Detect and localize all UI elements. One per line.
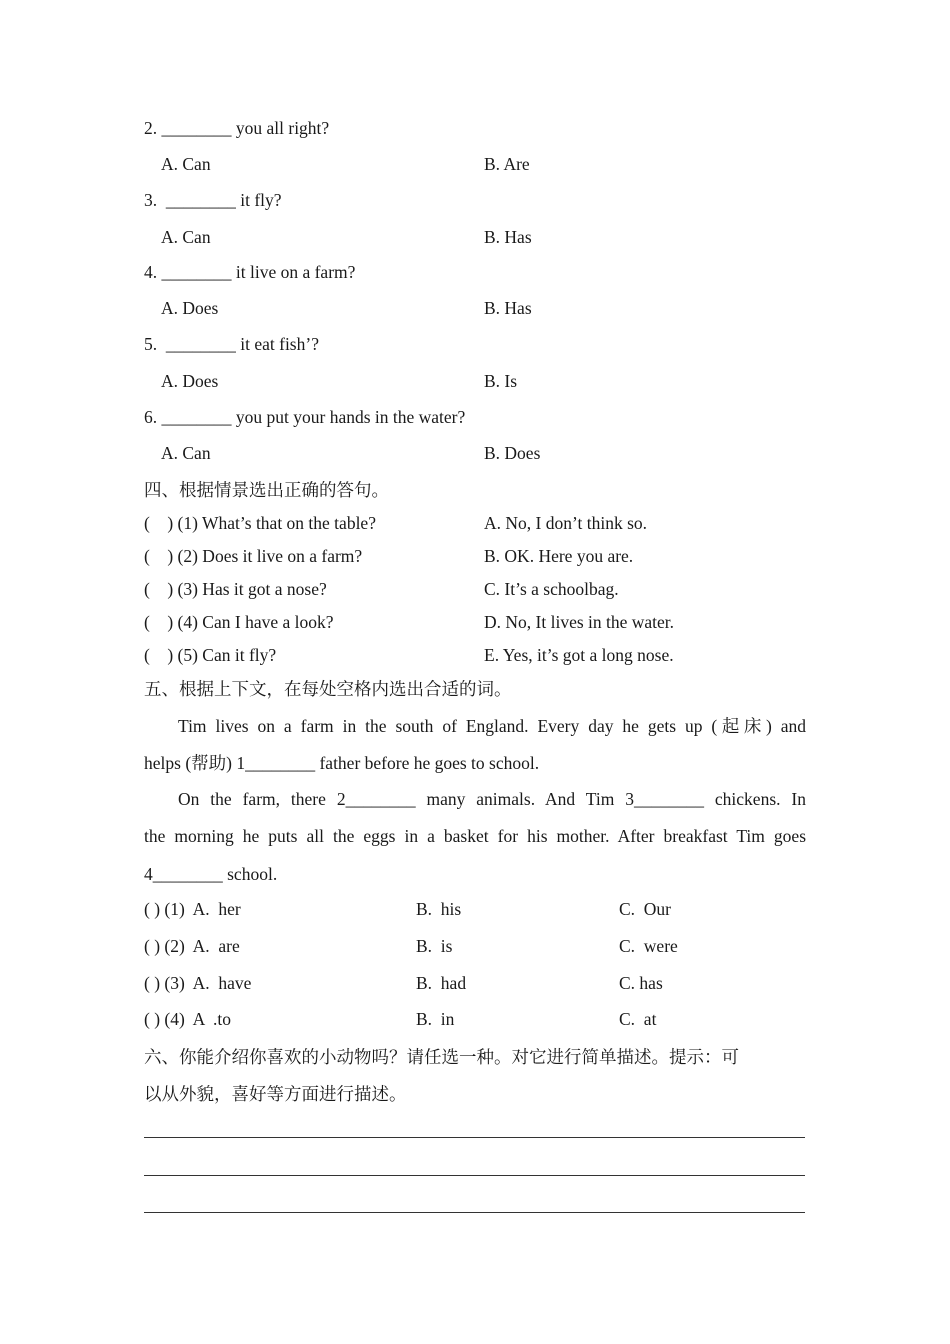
question-5-stem: 5. ________ it eat fish’? bbox=[144, 334, 319, 354]
section-6-prompt-line-2: 以从外貌，喜好等方面进行描述。 bbox=[144, 1084, 407, 1104]
passage-line-1: Tim lives on a farm in the south of England. Every day he gets up (起床) and bbox=[178, 716, 806, 736]
match-question-4: ( ) (4) Can I have a look? bbox=[144, 612, 334, 632]
match-answer-c: C. It’s a schoolbag. bbox=[484, 579, 619, 599]
question-3-option-b: B. Has bbox=[484, 227, 532, 247]
passage-line-5: 4________ school. bbox=[144, 864, 278, 884]
cloze-item-1-option-b: B. his bbox=[416, 899, 462, 919]
cloze-item-4-option-b: B. in bbox=[416, 1009, 455, 1029]
passage-line-2: helps (帮助) 1________ father before he goes to school. bbox=[144, 753, 540, 773]
question-6-option-b: B. Does bbox=[484, 443, 541, 463]
match-answer-a: A. No, I don’t think so. bbox=[484, 513, 648, 533]
question-3-option-a: A. Can bbox=[161, 227, 211, 247]
match-question-2: ( ) (2) Does it live on a farm? bbox=[144, 546, 363, 566]
writing-line-3[interactable] bbox=[144, 1212, 805, 1213]
match-answer-b: B. OK. Here you are. bbox=[484, 546, 634, 566]
question-4-option-a: A. Does bbox=[161, 298, 219, 318]
section-4-title: 四、根据情景选出正确的答句。 bbox=[144, 480, 389, 500]
cloze-item-3-option-b: B. had bbox=[416, 973, 467, 993]
section-5-title: 五、根据上下文，在每处空格内选出合适的词。 bbox=[144, 679, 512, 699]
passage-line-4: the morning he puts all the eggs in a basket for his mother. After breakfast Tim goes bbox=[144, 826, 806, 846]
match-question-3: ( ) (3) Has it got a nose? bbox=[144, 579, 327, 599]
match-question-5: ( ) (5) Can it fly? bbox=[144, 645, 277, 665]
cloze-item-4-option-a: ( ) (4) A .to bbox=[144, 1009, 232, 1029]
cloze-item-3-option-a: ( ) (3) A. have bbox=[144, 973, 252, 993]
passage-line-3: On the farm, there 2________ many animals. And Tim 3________ chickens. In bbox=[178, 789, 806, 809]
question-2-option-a: A. Can bbox=[161, 154, 211, 174]
match-question-1: ( ) (1) What’s that on the table? bbox=[144, 513, 376, 533]
cloze-item-2-option-a: ( ) (2) A. are bbox=[144, 936, 240, 956]
writing-line-1[interactable] bbox=[144, 1137, 805, 1138]
question-5-option-a: A. Does bbox=[161, 371, 219, 391]
question-6-stem: 6. ________ you put your hands in the water? bbox=[144, 407, 466, 427]
question-4-stem: 4. ________ it live on a farm? bbox=[144, 262, 356, 282]
cloze-item-2-option-c: C. were bbox=[619, 936, 678, 956]
question-3-stem: 3. ________ it fly? bbox=[144, 190, 282, 210]
writing-line-2[interactable] bbox=[144, 1175, 805, 1176]
match-answer-e: E. Yes, it’s got a long nose. bbox=[484, 645, 674, 665]
cloze-item-2-option-b: B. is bbox=[416, 936, 453, 956]
question-5-option-b: B. Is bbox=[484, 371, 518, 391]
question-6-option-a: A. Can bbox=[161, 443, 211, 463]
cloze-item-3-option-c: C. has bbox=[619, 973, 663, 993]
question-2-option-b: B. Are bbox=[484, 154, 530, 174]
section-6-prompt-line-1: 六、你能介绍你喜欢的小动物吗？请任选一种。对它进行简单描述。提示：可 bbox=[144, 1047, 739, 1067]
cloze-item-1-option-a: ( ) (1) A. her bbox=[144, 899, 241, 919]
cloze-item-1-option-c: C. Our bbox=[619, 899, 672, 919]
question-2-stem: 2. ________ you all right? bbox=[144, 118, 330, 138]
cloze-item-4-option-c: C. at bbox=[619, 1009, 657, 1029]
question-4-option-b: B. Has bbox=[484, 298, 532, 318]
match-answer-d: D. No, It lives in the water. bbox=[484, 612, 675, 632]
